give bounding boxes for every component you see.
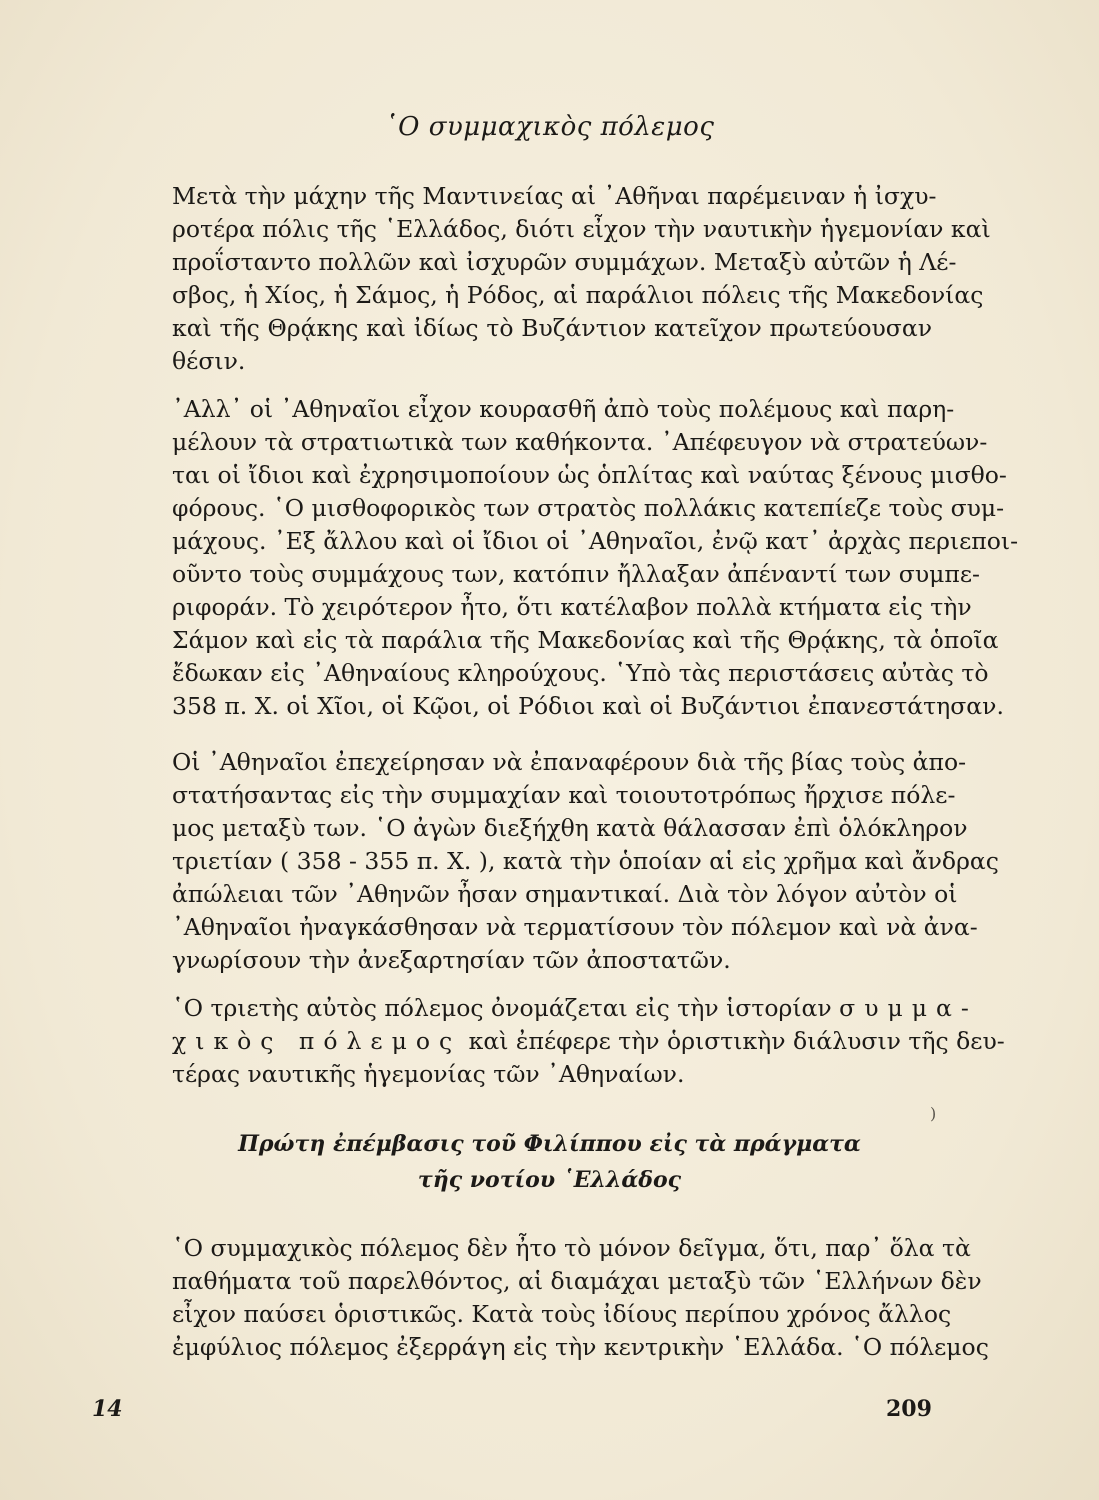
text-line: μος μεταξὺ των. ῾Ο ἀγὼν διεξήχθη κατὰ θάλασσαν ἐπὶ ὁλόκληρον [172,814,968,842]
text-line: ᾽Αθηναῖοι ἠναγκάσθησαν νὰ τερματίσουν τὸν πόλεμον καὶ νὰ ἀνα- [172,913,978,941]
text-line: ἀπώλειαι τῶν ᾽Αθηνῶν ἦσαν σημαντικαί. Διὰ τὸν λόγον αὐτὸν οἱ [172,880,958,908]
text-line: Οἱ ᾽Αθηναῖοι ἐπεχείρησαν νὰ ἐπαναφέρουν διὰ τῆς βίας τοὺς ἀπο- [172,748,967,776]
text-fragment: ῾Ο τριετὴς αὐτὸς πόλεμος ὀνομάζεται εἰς τὴν ἱστορίαν [172,994,832,1022]
paragraph-4 [172,992,1005,1091]
text-line: μάχους. ᾽Εξ ἄλλου καὶ οἱ ἴδιοι οἱ ᾽Αθηναῖοι, ἐνῷ κατ᾽ ἀρχὰς περιεποι- [172,527,1019,555]
spaced-emphasis: χικὸς πόλεμος [172,1027,462,1055]
section-heading-line2: τῆς νοτίου ῾Ελλάδος [417,1167,682,1193]
text-line: Μετὰ τὴν μάχην τῆς Μαντινείας αἱ ᾽Αθῆναι παρέμειναν ἡ ἰσχυ- [172,182,937,210]
text-fragment: καὶ ἐπέφερε τὴν ὁριστικὴν διάλυσιν τῆς δευ- [468,1027,1005,1055]
paragraph-3 [172,746,999,977]
text-line: τέρας ναυτικῆς ἡγεμονίας τῶν ᾽Αθηναίων. [172,1060,685,1088]
text-line: θέσιν. [172,347,246,375]
text-line: μέλουν τὰ στρατιωτικὰ των καθήκοντα. ᾽Απέφευγον νὰ στρατεύων- [172,428,988,456]
text-line: Σάμον καὶ εἰς τὰ παράλια τῆς Μακεδονίας καὶ τῆς Θρᾴκης, τὰ ὁποῖα [172,626,999,654]
text-line: ται οἱ ἴδιοι καὶ ἐχρησιμοποίουν ὡς ὁπλίτας καὶ ναύτας ξένους μισθο- [172,461,1007,489]
text-line: ροτέρα πόλις τῆς ῾Ελλάδος, διότι εἶχον τὴν ναυτικὴν ἡγεμονίαν καὶ [172,215,991,243]
text-line: ριφοράν. Τὸ χειρότερον ἦτο, ὅτι κατέλαβον πολλὰ κτήματα εἰς τὴν [172,593,972,621]
text-line: στατήσαντας εἰς τὴν συμμαχίαν καὶ τοιουτοτρόπως ἤρχισε πόλε- [172,781,956,809]
text-line: σβος, ἡ Χίος, ἡ Σάμος, ἡ Ρόδος, αἱ παράλιοι πόλεις τῆς Μακεδονίας [172,281,984,309]
page-number: 209 [886,1396,932,1422]
text-line: φόρους. ῾Ο μισθοφορικὸς των στρατὸς πολλάκις κατεπίεζε τοὺς συμ- [172,494,1005,522]
text-line: ῾Ο συμμαχικὸς πόλεμος δὲν ἦτο τὸ μόνον δεῖγμα, ὅτι, παρ᾽ ὅλα τὰ [172,1234,971,1262]
text-line: γνωρίσουν τὴν ἀνεξαρτησίαν τῶν ἀποστατῶν. [172,946,731,974]
text-line [172,1025,1005,1058]
section-heading-line1: Πρώτη ἐπέμβασις τοῦ Φιλίππου εἰς τὰ πράγματα [238,1131,861,1157]
text-line: ἔδωκαν εἰς ᾽Αθηναίους κληρούχους. ῾Υπὸ τὰς περιστάσεις αὐτὰς τὸ [172,659,989,687]
spaced-emphasis: συμμα- [839,994,978,1022]
paragraph-1 [172,180,991,378]
text-line: ἐμφύλιος πόλεμος ἐξερράγη εἰς τὴν κεντρικὴν ῾Ελλάδα. ῾Ο πόλεμος [172,1333,989,1361]
text-line [172,992,978,1025]
text-line: ᾽Αλλ᾽ οἱ ᾽Αθηναῖοι εἶχον κουρασθῆ ἀπὸ τοὺς πολέμους καὶ παρη- [172,395,955,423]
stray-mark: ) [930,1104,937,1123]
signature-number: 14 [92,1396,123,1422]
chapter-title: ῾Ο συμμαχικὸς πόλεμος [384,112,715,142]
paragraph-5 [172,1232,989,1364]
text-line: εἶχον παύσει ὁριστικῶς. Κατὰ τοὺς ἰδίους περίπου χρόνος ἄλλος [172,1300,952,1328]
text-line: οῦντο τοὺς συμμάχους των, κατόπιν ἤλλαξαν ἀπέναντί των συμπε- [172,560,980,588]
text-line: τριετίαν ( 358 - 355 π. Χ. ), κατὰ τὴν ὁποίαν αἱ εἰς χρῆμα καὶ ἄνδρας [172,847,999,875]
paragraph-2 [172,393,1019,723]
text-line: προΐσταντο πολλῶν καὶ ἰσχυρῶν συμμάχων. Μεταξὺ αὐτῶν ἡ Λέ- [172,248,957,276]
text-line: 358 π. Χ. οἱ Χῖοι, οἱ Κῷοι, οἱ Ρόδιοι καὶ οἱ Βυζάντιοι ἐπανεστάτησαν. [172,692,1004,720]
text-line: παθήματα τοῦ παρελθόντος, αἱ διαμάχαι μεταξὺ τῶν ῾Ελλήνων δὲν [172,1267,982,1295]
text-line: καὶ τῆς Θρᾴκης καὶ ἰδίως τὸ Βυζάντιον κατεῖχον πρωτεύουσαν [172,314,932,342]
